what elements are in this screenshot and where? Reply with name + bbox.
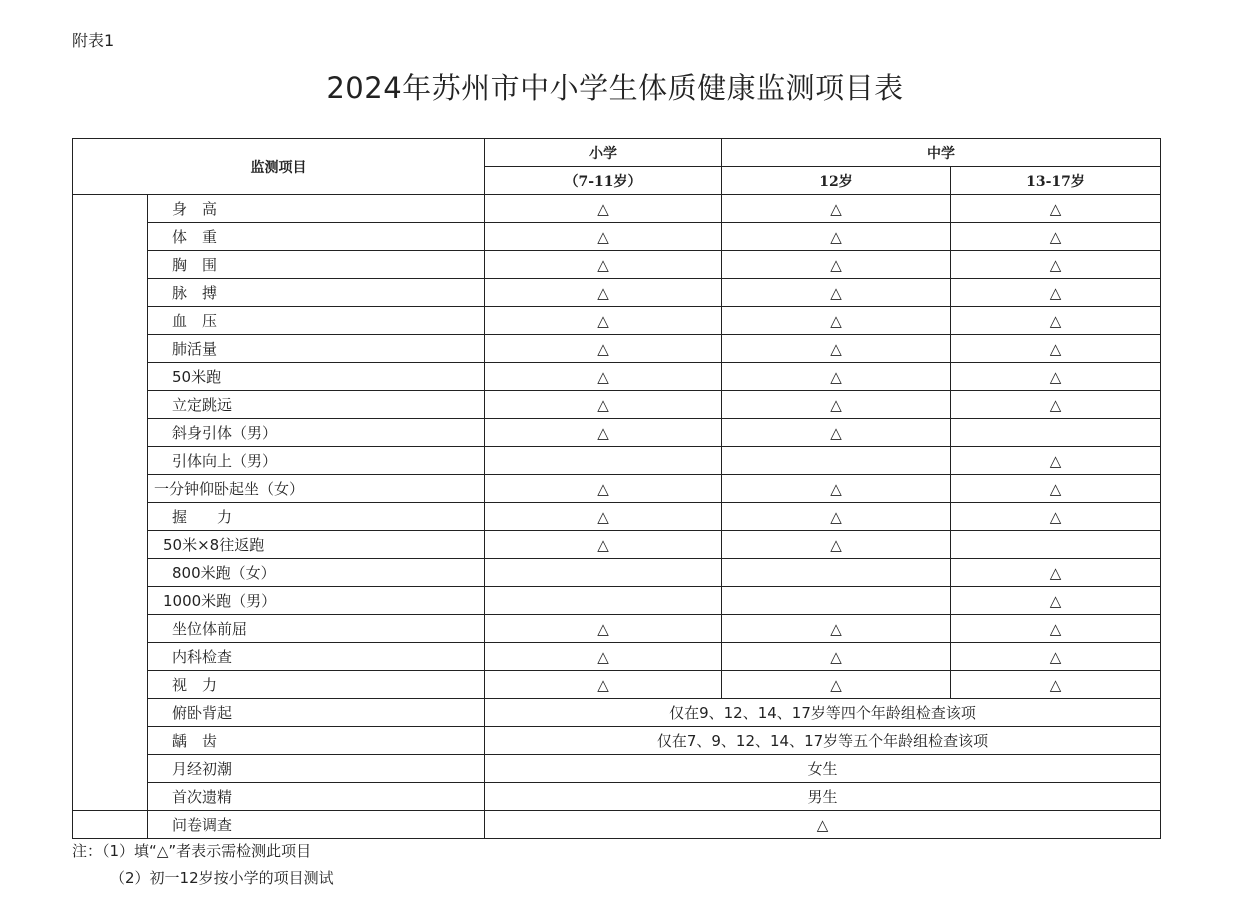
item-name: 龋 齿: [148, 727, 485, 755]
item-name: 脉 搏: [148, 279, 485, 307]
item-name: 胸 围: [148, 251, 485, 279]
page-title: 2024年苏州市中小学生体质健康监测项目表: [326, 71, 904, 105]
mark-age-13-17: △: [951, 279, 1161, 307]
item-name: 坐位体前屈: [148, 615, 485, 643]
note-line-1: 注：（1）填“△”者表示需检测此项目: [72, 842, 312, 860]
item-name: 体 重: [148, 223, 485, 251]
mark-age-13-17: [951, 419, 1161, 447]
mark-age-12: △: [722, 419, 951, 447]
mark-age-13-17: △: [951, 671, 1161, 699]
mark-age-13-17: △: [951, 335, 1161, 363]
mark-primary: △: [485, 195, 722, 223]
mark-age-13-17: △: [951, 251, 1161, 279]
mark-age-13-17: △: [951, 223, 1161, 251]
merged-note: 男生: [485, 783, 1161, 811]
mark-age-12: △: [722, 251, 951, 279]
mark-age-13-17: △: [951, 559, 1161, 587]
mark-age-12: [722, 559, 951, 587]
item-name: 首次遗精: [148, 783, 485, 811]
merged-note: △: [485, 811, 1161, 839]
mark-primary: △: [485, 307, 722, 335]
mark-primary: △: [485, 279, 722, 307]
mark-age-12: △: [722, 363, 951, 391]
item-name: 月经初潮: [148, 755, 485, 783]
mark-age-12: △: [722, 223, 951, 251]
item-name: 身 高: [148, 195, 485, 223]
mark-age-12: △: [722, 307, 951, 335]
mark-age-13-17: △: [951, 195, 1161, 223]
mark-primary: △: [485, 531, 722, 559]
mark-age-12: [722, 587, 951, 615]
mark-age-13-17: △: [951, 587, 1161, 615]
mark-age-13-17: [951, 531, 1161, 559]
mark-age-13-17: △: [951, 447, 1161, 475]
mark-primary: [485, 447, 722, 475]
mark-age-13-17: △: [951, 363, 1161, 391]
mark-age-12: △: [722, 615, 951, 643]
header-age-12: 12岁: [722, 167, 951, 195]
mark-primary: △: [485, 223, 722, 251]
mark-primary: △: [485, 419, 722, 447]
mark-primary: [485, 587, 722, 615]
item-name: 斜身引体（男）: [148, 419, 485, 447]
item-name: 视 力: [148, 671, 485, 699]
mark-age-12: △: [722, 671, 951, 699]
mark-age-13-17: △: [951, 475, 1161, 503]
mark-age-12: △: [722, 475, 951, 503]
mark-age-12: △: [722, 503, 951, 531]
header-primary-age: （7-11岁）: [485, 167, 722, 195]
mark-age-12: △: [722, 195, 951, 223]
mark-age-13-17: △: [951, 615, 1161, 643]
mark-age-12: [722, 447, 951, 475]
item-name: 血 压: [148, 307, 485, 335]
item-name: 50米×8往返跑: [148, 531, 485, 559]
mark-primary: △: [485, 475, 722, 503]
item-name: 俯卧背起: [148, 699, 485, 727]
mark-primary: △: [485, 615, 722, 643]
item-name: 握 力: [148, 503, 485, 531]
appendix-label: 附表1: [72, 31, 115, 50]
mark-primary: △: [485, 391, 722, 419]
merged-note: 仅在9、12、14、17岁等四个年龄组检查该项: [485, 699, 1161, 727]
merged-note: 女生: [485, 755, 1161, 783]
mark-age-12: △: [722, 531, 951, 559]
notes: [72, 838, 334, 892]
note-line-2: （2）初一12岁按小学的项目测试: [110, 869, 334, 887]
mark-age-13-17: △: [951, 503, 1161, 531]
mark-age-13-17: △: [951, 643, 1161, 671]
mark-age-12: △: [722, 335, 951, 363]
item-name: 问卷调查: [148, 811, 485, 839]
mark-primary: △: [485, 335, 722, 363]
item-name: 50米跑: [148, 363, 485, 391]
item-name: 内科检查: [148, 643, 485, 671]
item-name: 肺活量: [148, 335, 485, 363]
mark-primary: [485, 559, 722, 587]
mark-primary: △: [485, 503, 722, 531]
header-age-13-17: 13-17岁: [951, 167, 1161, 195]
monitoring-table: [72, 138, 1161, 839]
item-name: 引体向上（男）: [148, 447, 485, 475]
mark-age-13-17: △: [951, 391, 1161, 419]
mark-age-12: △: [722, 391, 951, 419]
group-cell-questionnaire: [73, 811, 148, 839]
header-secondary: 中学: [722, 139, 1161, 167]
item-name: 一分钟仰卧起坐（女）: [148, 475, 485, 503]
group-cell: [73, 195, 148, 811]
mark-primary: △: [485, 671, 722, 699]
mark-age-13-17: △: [951, 307, 1161, 335]
item-name: 1000米跑（男）: [148, 587, 485, 615]
header-item: 监测项目: [73, 139, 485, 195]
mark-age-12: △: [722, 279, 951, 307]
merged-note: 仅在7、9、12、14、17岁等五个年龄组检查该项: [485, 727, 1161, 755]
item-name: 800米跑（女）: [148, 559, 485, 587]
item-name: 立定跳远: [148, 391, 485, 419]
mark-primary: △: [485, 643, 722, 671]
mark-primary: △: [485, 251, 722, 279]
mark-primary: △: [485, 363, 722, 391]
header-primary: 小学: [485, 139, 722, 167]
mark-age-12: △: [722, 643, 951, 671]
